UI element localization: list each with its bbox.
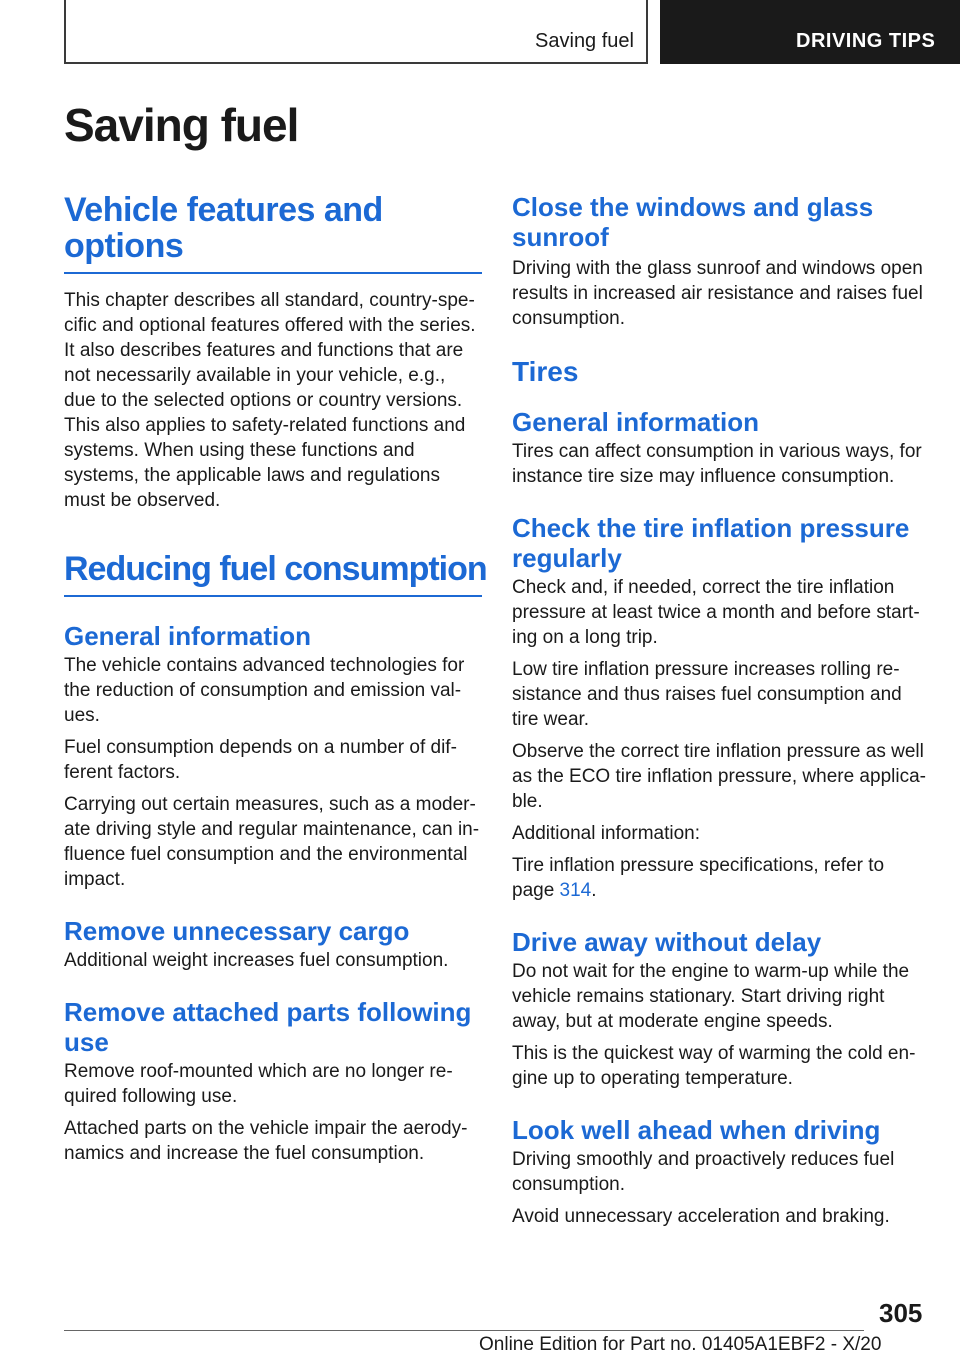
heading-tires: Tires: [512, 356, 579, 387]
heading-check-tire-pressure: Check the tire inflation pressure regularly: [512, 513, 910, 573]
paragraph-pressure-1: Check and, if needed, correct the tire inflation pressure at least twice a month and before starting on a long trip.: [512, 577, 920, 648]
heading-general-information: General information: [64, 621, 312, 651]
right-column: [512, 192, 930, 1229]
paragraph-tires-general: Tires can affect consumption in various ways, for instance tire size may influence consumption.: [512, 441, 922, 487]
heading-remove-attached-parts: Remove attached parts following use: [64, 997, 472, 1057]
footer-divider: [64, 1330, 864, 1331]
paragraph-pressure-5: [512, 853, 930, 903]
paragraph-general-2: Fuel consumption depends on a number of different factors.: [64, 737, 457, 783]
header-chapter-title: DRIVING TIPS: [796, 30, 936, 52]
paragraph-pressure-3: Observe the correct tire inflation pressure as well as the ECO tire inflation pressure, where applicable.: [512, 741, 926, 812]
header-section-box: [64, 0, 648, 64]
paragraph-vehicle-features: This chapter describes all standard, country-specific and optional features offered with the series. It also describes features and functions that are not necessarily available in your vehicle, e.g., due to the selected options or country versions. This also applies to safety-related functions and systems. When using these functions and systems, the applicable laws and regulations must be observed.: [64, 290, 476, 511]
heading-vehicle-features: Vehicle features and options: [64, 192, 482, 274]
pressure-reference-end: .: [591, 880, 597, 901]
paragraph-look-1: Driving smoothly and proactively reduces fuel consumption.: [512, 1149, 895, 1195]
heading-remove-cargo: Remove unnecessary cargo: [64, 916, 410, 946]
heading-tires-general-information: General information: [512, 407, 760, 437]
paragraph-close-windows: Driving with the glass sunroof and windows open results in increased air resistance and raises fuel consumption.: [512, 258, 923, 329]
page-title: Saving fuel: [64, 99, 299, 151]
page-reference-link[interactable]: 314: [559, 880, 592, 901]
paragraph-look-2: Avoid unnecessary acceleration and braking.: [512, 1206, 890, 1227]
footer-edition: Online Edition for Part no. 01405A1EBF2 - X/20: [479, 1334, 882, 1355]
heading-close-windows: Close the windows and glass sunroof: [512, 192, 874, 252]
paragraph-general-1: The vehicle contains advanced technologies for the reduction of consumption and emission values.: [64, 655, 465, 726]
heading-reducing-fuel: Reducing fuel consumption: [64, 551, 482, 597]
header-chapter-tab: [660, 0, 960, 64]
paragraph-attached-1: Remove roof-mounted which are no longer required following use.: [64, 1061, 453, 1107]
heading-look-ahead: Look well ahead when driving: [512, 1115, 881, 1145]
left-column: [64, 191, 487, 1166]
header-section-title: Saving fuel: [535, 30, 634, 52]
paragraph-general-3: Carrying out certain measures, such as a moderate driving style and regular maintenance, can influence fuel consumption and the environmental impact.: [64, 794, 480, 890]
paragraph-drive-1: Do not wait for the engine to warm-up while the vehicle remains stationary. Start driving right away, but at moderate engine speeds.: [512, 961, 910, 1032]
paragraph-attached-2: Attached parts on the vehicle impair the aerodynamics and increase the fuel consumption.: [64, 1118, 468, 1164]
paragraph-drive-2: This is the quickest way of warming the cold engine up to operating temperature.: [512, 1043, 916, 1089]
page-number: 305: [879, 1298, 923, 1328]
paragraph-remove-cargo: Additional weight increases fuel consumption.: [64, 950, 449, 971]
paragraph-pressure-2: Low tire inflation pressure increases rolling resistance and thus raises fuel consumption and tire wear.: [512, 659, 902, 730]
pressure-reference-text: Tire inflation pressure specifications, refer to page: [512, 855, 885, 901]
paragraph-pressure-4: Additional information:: [512, 823, 700, 844]
heading-drive-away: Drive away without delay: [512, 927, 822, 957]
